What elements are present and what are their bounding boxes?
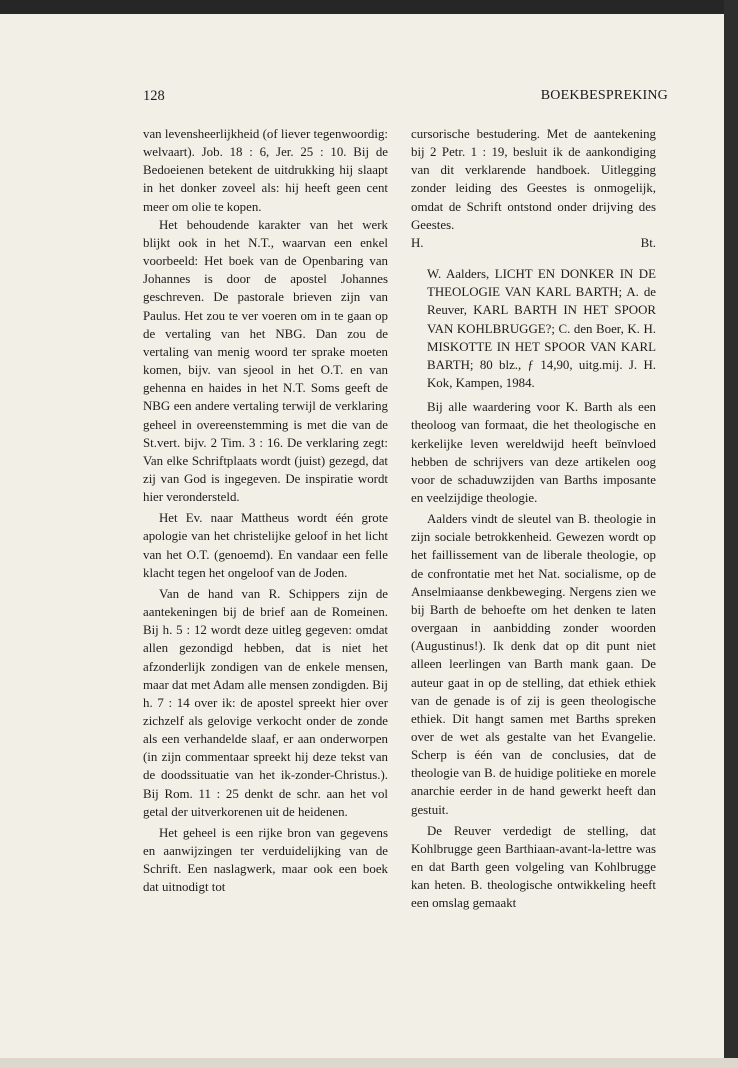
- paragraph: van levensheerlijkheid (of liever tegenwoordig: welvaart). Job. 18 : 6, Jer. 25 : 10. Bij de Bedoeienen betekent de uitdrukking hij slaapt in het donker zoveel als: hij heeft geen cent meer om olie te kopen.: [143, 127, 388, 214]
- paragraph: Het Ev. naar Mattheus wordt één grote apologie van het christelijke geloof in het licht van het O.T. (genoemd). En vandaar een felle klacht tegen het ongeloof van de Joden.: [143, 511, 388, 580]
- scan-bottom-edge: [0, 1058, 738, 1068]
- running-head: BOEKBESPREKING: [540, 88, 668, 103]
- paragraph: De Reuver verdedigt de stelling, dat Kohlbrugge geen Barthiaan-avant-la-lettre was en dat Barth geen volgeling van Kohlbrugge kan heten. B. theologische ontwikkeling heeft een omslag gemaakt: [411, 823, 656, 911]
- paragraph: cursorische bestudering. Met de aantekening bij 2 Petr. 1 : 19, besluit ik de aankondiging van dit verklarende handboek. Uitlegging zonder leiding des Geestes is onmogelijk, omdat de Schrift ontstond onder drijving des Geestes.: [411, 127, 656, 232]
- paragraph: Van de hand van R. Schippers zijn de aantekeningen bij de brief aan de Romeinen. Bij h. 5 : 12 wordt deze uitleg gegeven: omdat allen gezondigd hebben, dat is niet het afzonderlijk zondigen van de enkele mensen, maar dat met Adam alle mensen zondigden. Bij h. 7 : 14 over ik: de apostel spreekt hier over zichzelf als gelovige verkocht onder de zonde als een verhandelde slaaf, er aan onderworpen (in zijn commentaar spreekt hij deze tekst van de doodssituatie van het ik-zonder-Christus.). Bij Rom. 11 : 25 denkt de schr. aan het vol getal der uitverkorenen uit de heidenen.: [143, 586, 388, 819]
- book-reference: W. Aalders, LICHT EN DONKER IN DE THEOLOGIE VAN KARL BARTH; A. de Reuver, KARL BARTH IN HET SPOOR VAN KOHLBRUGGE?; C. den Boer, K. H. MISKOTTE IN HET SPOOR VAN KARL BARTH; 80 blz., ƒ 14,90, uitg.mij. J. H. Kok, Kampen, 1984.: [427, 267, 656, 391]
- page-number: 128: [143, 88, 165, 104]
- right-column: [411, 125, 656, 913]
- paragraph: Het geheel is een rijke bron van gegevens en aanwijzingen ter verduidelijking van de Schrift. Een naslagwerk, maar ook een boek dat uitnodigt tot: [143, 825, 388, 895]
- scan-right-border: [724, 0, 738, 1068]
- signature-initials: Bt.: [640, 235, 656, 250]
- paragraph: Het behoudende karakter van het werk blijkt ook in het N.T., waarvan een enkel voorbeeld: Het boek van de Openbaring van Johannes is door de apostel Johannes geschreven. De pastorale brieven zijn van Paulus. Het zou te ver voeren om in te gaan op de vertaling van het NBG. Dan zou de vertaling van menig woord ter sprake moeten komen, bijv. van sjeool in het O.T. en van gehenna en haides in het N.T. Soms geeft de NBG een andere vertaling terwijl de verklaring geheel in overeenstemming is met die van de St.vert. bijv. 2 Tim. 3 : 16. De verklaring zegt: Van elke Schriftplaats wordt (juist) gezegd, dat zij van God is ingegeven. De inspiratie wordt hier verondersteld.: [143, 217, 388, 505]
- signature-initial: H.: [411, 235, 424, 250]
- left-column: [143, 125, 388, 897]
- paragraph: Aalders vindt de sleutel van B. theologie in zijn sociale betrokkenheid. Gewezen wordt op het faillissement van de liberale theologie, op de confrontatie met het Nat. socialisme, op de Anselmiaanse denkbeweging. Nergens zien we bij Barth de behoefte om het denken te laten overgaan in aanbidding zonder woorden (Augustinus!). Ik denk dat op dit punt niet alleen leerlingen van Barth mank gaan. De auteur gaat in op de stelling, dat ethiek ethiek van de genade is of zij is geen theologische ethiek. Dit hangt samen met Barths spreken over de wet als gestalte van het Evangelie. Scherp is één van de conclusies, dat de theologie van B. de huidige politieke en morele anarchie eerder in de hand gewerkt heeft dan gestuit.: [411, 512, 656, 817]
- paragraph: Bij alle waardering voor K. Barth als een theoloog van formaat, die het theologische en kerkelijke leven wereldwijd heeft beïnvloed hebben de schrijvers van deze artikelen oog voor de schaduwzijden van Barths imposante en veelzijdige theologie.: [411, 400, 656, 505]
- review-signature: [411, 234, 656, 252]
- scan-top-border: [0, 0, 738, 14]
